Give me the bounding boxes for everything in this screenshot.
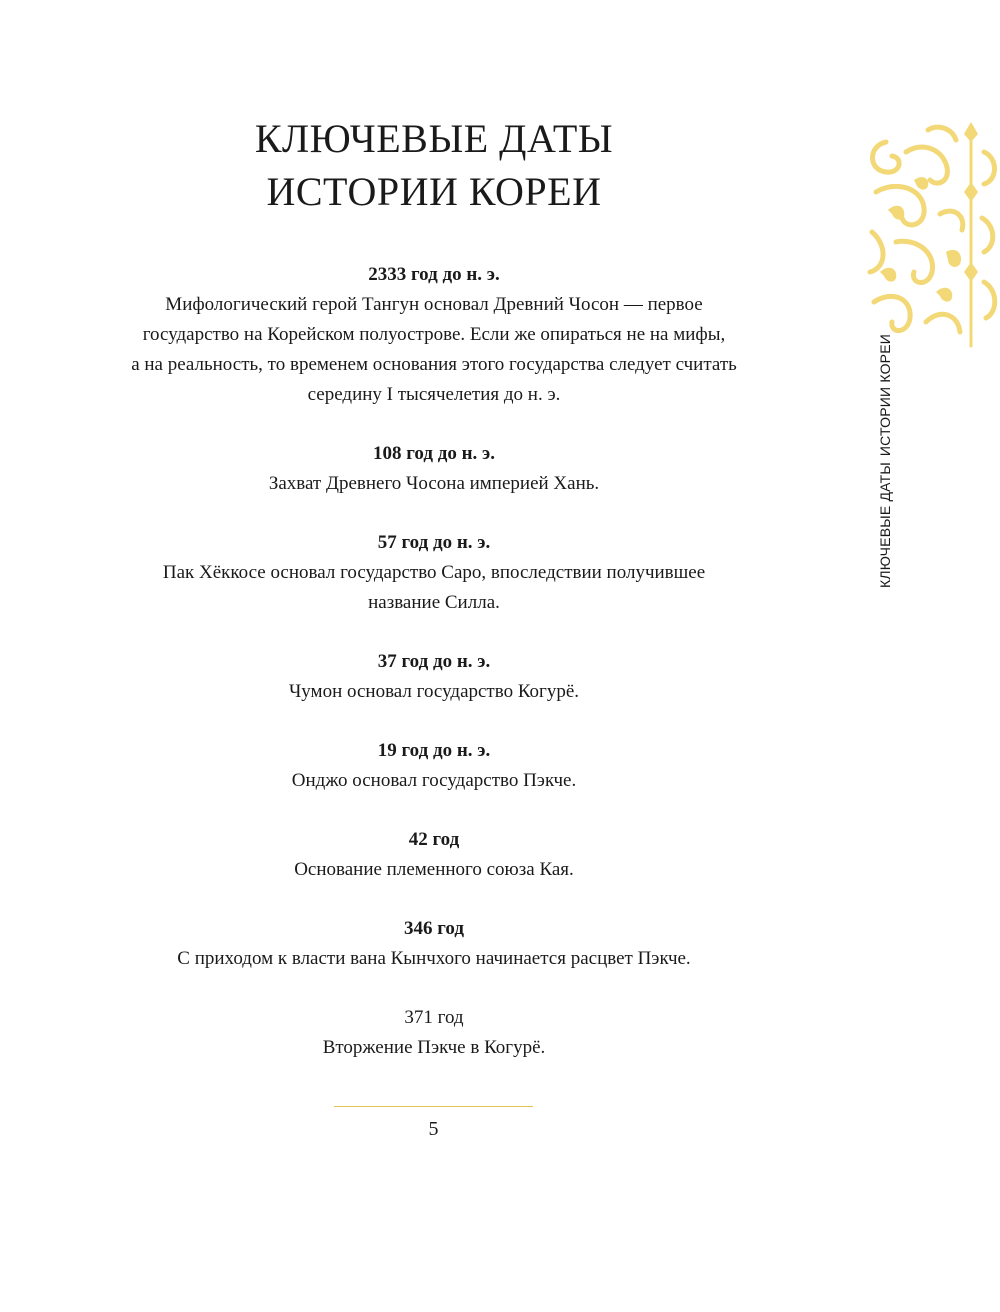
running-header-part-2: ИСТОРИИ КОРЕИ — [877, 333, 893, 457]
timeline-entry — [84, 1003, 784, 1063]
timeline-entry — [84, 647, 784, 707]
timeline-entry — [84, 736, 784, 796]
entry-date: 19 год до н. э. — [377, 740, 491, 761]
entry-date: 37 год до н. э. — [377, 651, 491, 672]
running-header-text — [877, 334, 893, 588]
entry-text-line: середину I тысячелетия до н. э. — [307, 384, 561, 405]
entry-text-line: а на реальность, то временем основания этого государства следует считать — [131, 354, 737, 375]
timeline-entry — [84, 439, 784, 499]
running-header-part-1: КЛЮЧЕВЫЕ ДАТЫ — [877, 462, 893, 588]
entry-text-line: Онджо основал государство Пэкче. — [291, 770, 577, 791]
entry-date: 57 год до н. э. — [377, 532, 491, 553]
timeline-entry — [84, 528, 784, 618]
page-title-line-1: КЛЮЧЕВЫЕ ДАТЫ — [254, 116, 614, 161]
entry-text-line: Основание племенного союза Кая. — [294, 859, 574, 880]
entry-date: 108 год до н. э. — [373, 443, 495, 464]
entry-text-line: Пак Хёккосе основал государство Саро, впоследствии получившее — [162, 562, 706, 583]
entry-text-line: название Силла. — [368, 592, 500, 613]
page-number: 5 — [428, 1118, 439, 1140]
entry-date: 346 год — [404, 918, 464, 939]
running-header — [876, 333, 898, 590]
entry-text-line: Вторжение Пэкче в Когурё. — [322, 1037, 546, 1058]
page-title — [134, 112, 734, 218]
entry-date: 2333 год до н. э. — [368, 264, 500, 285]
timeline-entry — [84, 914, 784, 974]
entry-text-line: Захват Древнего Чосона империей Хань. — [268, 473, 600, 494]
page-title-line-2: ИСТОРИИ КОРЕИ — [266, 169, 602, 214]
timeline-entry — [84, 825, 784, 885]
entry-text-line: С приходом к власти вана Кынчхого начинается расцвет Пэкче. — [177, 948, 691, 969]
entry-text-line: Мифологический герой Тангун основал Древний Чосон — первое — [165, 294, 703, 315]
gold-arabesque-ornament-icon — [866, 122, 1000, 354]
timeline-entries — [84, 260, 784, 1092]
entry-text-line: государство на Корейском полуострове. Если же опираться не на мифы, — [142, 324, 726, 345]
footer-divider — [334, 1106, 533, 1107]
entry-text-line: Чумон основал государство Когурё. — [288, 681, 580, 702]
entry-date: 371 год — [404, 1007, 464, 1028]
timeline-entry — [84, 260, 784, 410]
entry-date: 42 год — [408, 829, 460, 850]
